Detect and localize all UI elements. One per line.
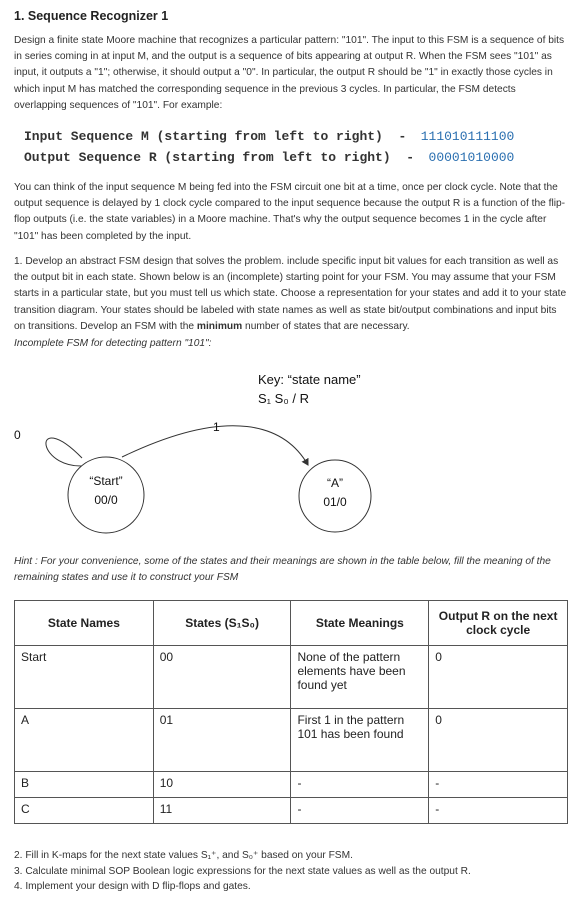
table-row: [15, 798, 568, 824]
task-1-text: 1. Develop an abstract FSM design that solves the problem. include specific input bit values for each transition as well as the output bit in each state. Shown below is an (incomplete) starting point for your FSM. You may assume that your FSM starts in a particular state, but you must tell us which state. Choose a representation for your states and add it to your state transition diagram. Your states should be labeled with state names as well as state bit/output combinations and input bits on transitions. Develop an FSM with the: [14, 256, 567, 332]
input-sequence-value: 111010111100: [420, 129, 515, 144]
state-a-code: 01/0: [323, 495, 347, 509]
cell-state-meaning[interactable]: -: [291, 772, 429, 798]
table-row: [15, 646, 568, 709]
footer-steps: [14, 848, 471, 895]
footer-step-4: 4. Implement your design with D flip-flops and gates.: [14, 881, 251, 892]
cell-state-name: A: [15, 709, 154, 772]
header-output-r: Output R on the next clock cycle: [429, 601, 568, 646]
intro-paragraph: Design a finite state Moore machine that recognizes a particular pattern: "101". The input to this FSM is a sequence of bits in series coming in at input M, and the output is a sequence of bits appearing at output R. When the FSM sees "101" as input, it outputs a "1"; otherwise, it should output a "0". In particular, the output R should be "1" in exactly those cycles in which input M has matched the corresponding sequence in the previous 3 cycles. In particular, the FSM detects overlapping sequences of "101". For example:: [14, 35, 565, 111]
output-sequence-label: Output Sequence R (starting from left to right) -: [24, 150, 415, 165]
table-row: [15, 772, 568, 798]
header-state-names: State Names: [15, 601, 154, 646]
cell-output-r[interactable]: 0: [429, 646, 568, 709]
cell-state-meaning[interactable]: -: [291, 798, 429, 824]
output-sequence-value: 00001010000: [428, 150, 515, 165]
cell-output-r[interactable]: 0: [429, 709, 568, 772]
state-start-name: “Start”: [89, 474, 123, 488]
task-1-text-end: number of states that are necessary.: [242, 320, 410, 332]
cell-state-name: C: [15, 798, 154, 824]
hint-text: Hint : For your convenience, some of the states and their meanings are shown in the table below, fill the meaning of the remaining states and use it to construct your FSM: [14, 556, 551, 584]
question-title: 1. Sequence Recognizer 1: [14, 9, 169, 23]
cell-state-name: Start: [15, 646, 154, 709]
self-loop-label: 0: [14, 428, 21, 442]
cell-output-r[interactable]: -: [429, 798, 568, 824]
footer-step-2: 2. Fill in K-maps for the next state values S₁⁺, and S₀⁺ based on your FSM.: [14, 850, 353, 861]
header-states-s1s0: States (S₁S₀): [153, 601, 291, 646]
diagram-key-title: Key: “state name”: [258, 372, 361, 387]
table-row: [15, 709, 568, 772]
self-loop-arrow: [46, 438, 92, 466]
incomplete-fsm-caption: Incomplete FSM for detecting pattern "101":: [14, 338, 212, 349]
cell-state-meaning[interactable]: First 1 in the pattern 101 has been found: [291, 709, 429, 772]
explanation-paragraph: You can think of the input sequence M being fed into the FSM circuit one bit at a time, once per clock cycle. Note that the output sequence is delayed by 1 clock cycle compared to the input sequence because the output R is a function of the flip-flop outputs (i.e. the state variables) in a Moore machine. That's why the output sequence becomes 1 in the cycle after "101" has been completed by the input.: [14, 182, 566, 242]
cell-state-meaning[interactable]: None of the pattern elements have been found yet: [291, 646, 429, 709]
input-sequence-line: [24, 127, 514, 145]
cell-state-code: 00: [153, 646, 291, 709]
state-a-name: “A”: [327, 476, 343, 490]
task-1-bold: minimum: [196, 320, 243, 332]
transition-label: 1: [213, 420, 220, 434]
cell-state-code: 11: [153, 798, 291, 824]
cell-state-name: B: [15, 772, 154, 798]
output-sequence-line: [24, 148, 514, 166]
header-state-meanings: State Meanings: [291, 601, 429, 646]
footer-step-3: 3. Calculate minimal SOP Boolean logic expressions for the next state values as well as the output R.: [14, 865, 471, 877]
input-sequence-label: Input Sequence M (starting from left to right) -: [24, 129, 407, 144]
task-1-paragraph: [14, 254, 568, 335]
state-start-code: 00/0: [94, 493, 118, 507]
cell-output-r[interactable]: -: [429, 772, 568, 798]
cell-state-code: 01: [153, 709, 291, 772]
diagram-key-format: S₁ S₀ / R: [258, 391, 309, 406]
state-table: [14, 600, 568, 824]
state-table-header-row: [15, 601, 568, 646]
cell-state-code: 10: [153, 772, 291, 798]
